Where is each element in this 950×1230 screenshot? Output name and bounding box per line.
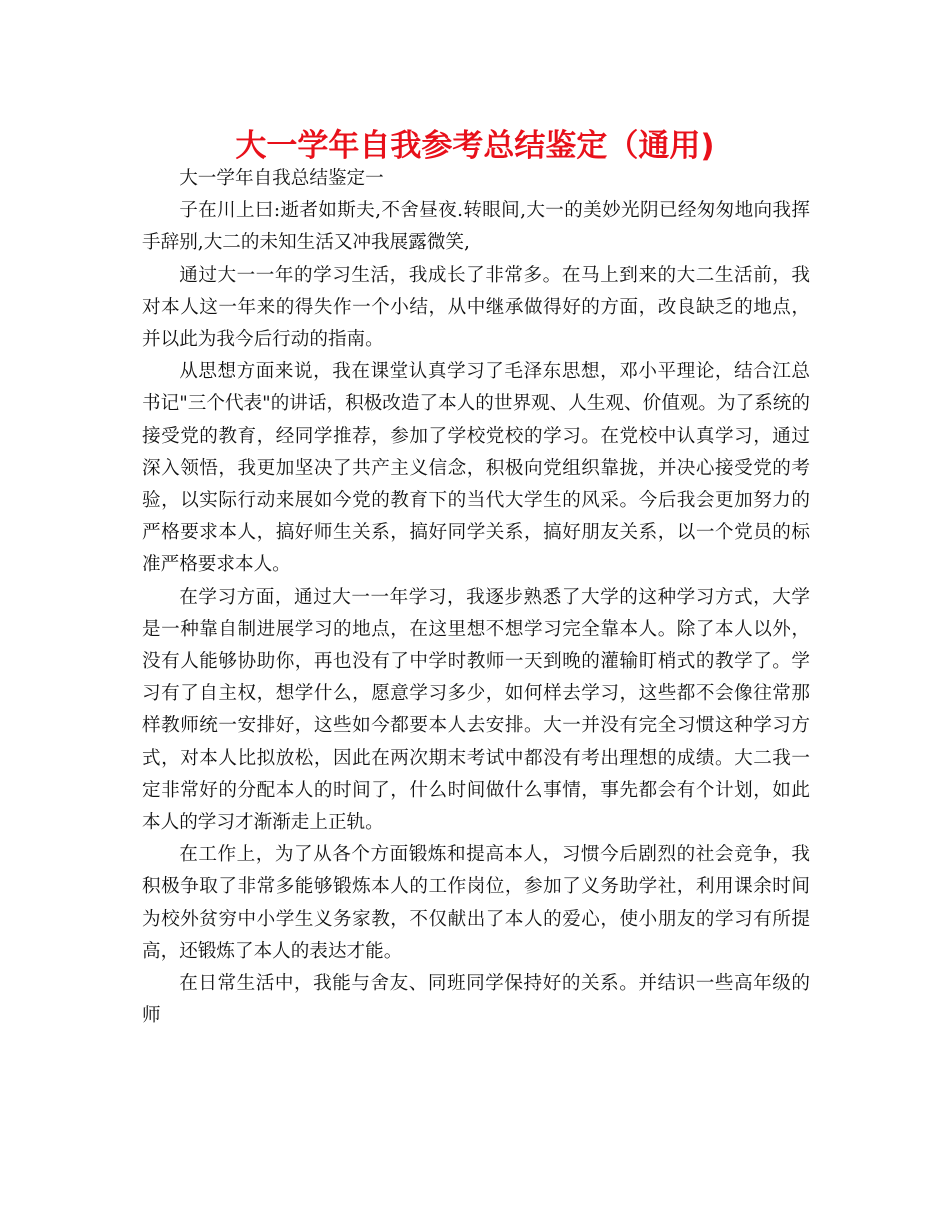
- paragraph-ideology: 从思想方面来说，我在课堂认真学习了毛泽东思想，邓小平理论，结合江总书记"三个代表"的讲话，积极改造了本人的世界观、人生观、价值观。为了系统的接受党的教育，经同学推荐，参加了学校党校的学习。在党校中认真学习，通过深入领悟，我更加坚决了共产主义信念，积极向党组织靠拢，并决心接受党的考验，以实际行动来展如今党的教育下的当代大学生的风采。今后我会更加努力的严格要求本人，搞好师生关系，搞好同学关系，搞好朋友关系，以一个党员的标准严格要求本人。: [142, 361, 810, 576]
- paragraph-daily-life: 在日常生活中，我能与舍友、同班同学保持好的关系。并结识一些高年级的师: [142, 973, 810, 1027]
- paragraph-work: 在工作上，为了从各个方面锻炼和提高本人，习惯今后剧烈的社会竞争，我积极争取了非常多能够锻炼本人的工作岗位，参加了义务助学社，利用课余时间为校外贫穷中小学生义务家教，不仅献出了本人的爱心，使小朋友的学习有所提高，还锻炼了本人的表达才能。: [142, 844, 810, 962]
- document-body: [142, 163, 810, 1032]
- paragraph-summary: 通过大一一年的学习生活，我成长了非常多。在马上到来的大二生活前，我对本人这一年来的得失作一个小结，从中继承做得好的方面，改良缺乏的地点，并以此为我今后行动的指南。: [142, 264, 810, 351]
- paragraph-subtitle: 大一学年自我总结鉴定一: [179, 168, 384, 189]
- paragraph-study: 在学习方面，通过大一一年学习，我逐步熟悉了大学的这种学习方式，大学是一种靠自制进展学习的地点，在这里想不想学习完全靠本人。除了本人以外，没有人能够协助你，再也没有了中学时教师一天到晚的灌输盯梢式的教学了。学习有了自主权，想学什么，愿意学习多少，如何样去学习，这些都不会像往常那样教师统一安排好，这些如今都要本人去安排。大一并没有完全习惯这种学习方式，对本人比拟放松，因此在两次期末考试中都没有考出理想的成绩。大二我一定非常好的分配本人的时间了，什么时间做什么事情，事先都会有个计划，如此本人的学习才渐渐走上正轨。: [142, 586, 810, 834]
- document-title: 大一学年自我参考总结鉴定（通用): [235, 128, 715, 164]
- paragraph-intro: 子在川上曰:逝者如斯夫,不舍昼夜.转眼间,大一的美妙光阴已经匆匆地向我挥手辞别,大二的未知生活又冲我展露微笑,: [142, 200, 810, 254]
